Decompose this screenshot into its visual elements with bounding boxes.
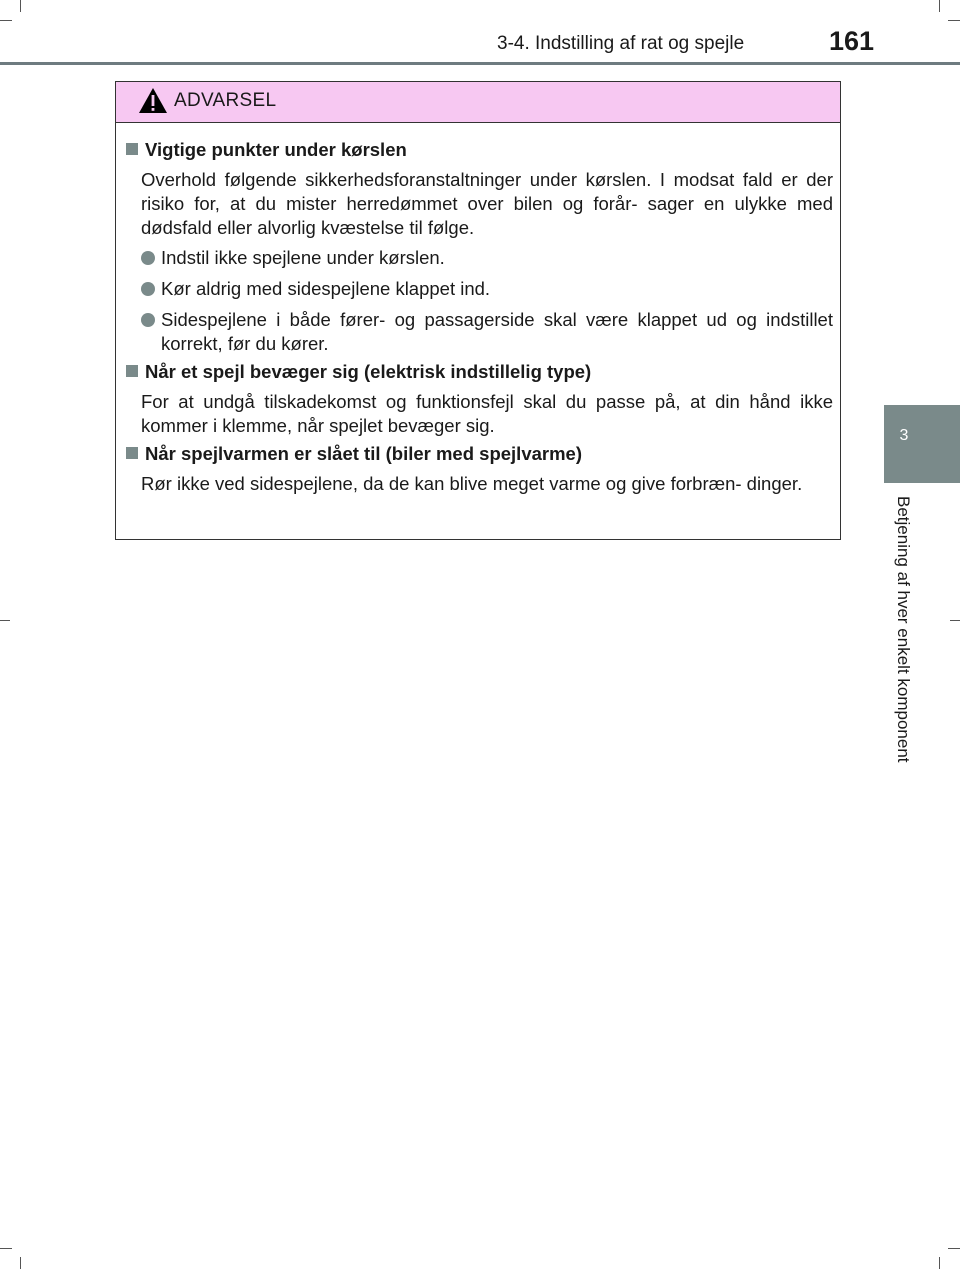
circle-bullet-icon [141, 282, 155, 296]
crop-mark [948, 20, 960, 21]
section-title: 3-4. Indstilling af rat og spejle [497, 33, 745, 54]
chapter-tab [884, 405, 960, 483]
list-item: Kør aldrig med sidespejlene klappet ind. [141, 277, 833, 301]
section-text: Overhold følgende sikkerhedsforanstaltninger under kørslen. I modsat fald er der risiko for, at du mister herredømmet over bilen og forår- sager en ulykke med dødsfald eller alvorlig kvæstelse til følge. [141, 169, 833, 238]
list-item: Indstil ikke spejlene under kørslen. [141, 246, 833, 270]
section-heading: Når spejlvarmen er slået til (biler med spejlvarme) [126, 442, 582, 466]
section-text: For at undgå tilskadekomst og funktionsfejl skal du passe på, at din hånd ikke kommer i klemme, når spejlet bevæger sig. [141, 391, 833, 436]
crop-mark [0, 620, 10, 621]
chapter-label: Betjening af hver enkelt komponent [894, 496, 913, 763]
crop-mark [950, 620, 960, 621]
crop-mark [0, 20, 12, 21]
section-text: Rør ikke ved sidespejlene, da de kan blive meget varme og give forbræn- dinger. [141, 473, 803, 494]
header-divider [0, 62, 960, 65]
crop-mark [939, 0, 940, 12]
warning-triangle-icon [138, 87, 168, 114]
warning-box [115, 81, 841, 540]
crop-mark [20, 1257, 21, 1269]
list-item: Sidespejlene i både fører- og passagerside skal være klappet ud og indstillet korrekt, før du kører. [141, 308, 833, 356]
crop-mark [948, 1248, 960, 1249]
crop-mark [0, 1248, 12, 1249]
crop-mark [939, 1257, 940, 1269]
square-bullet-icon [126, 365, 138, 377]
circle-bullet-icon [141, 251, 155, 265]
crop-mark [20, 0, 21, 12]
section-heading: Når et spejl bevæger sig (elektrisk indstillelig type) [126, 360, 591, 384]
page-number: 161 [829, 26, 875, 56]
warning-title: ADVARSEL [174, 90, 277, 111]
warning-header [116, 82, 840, 123]
circle-bullet-icon [141, 313, 155, 327]
square-bullet-icon [126, 447, 138, 459]
chapter-number: 3 [899, 427, 909, 444]
square-bullet-icon [126, 143, 138, 155]
section-heading: Vigtige punkter under kørslen [126, 138, 407, 162]
